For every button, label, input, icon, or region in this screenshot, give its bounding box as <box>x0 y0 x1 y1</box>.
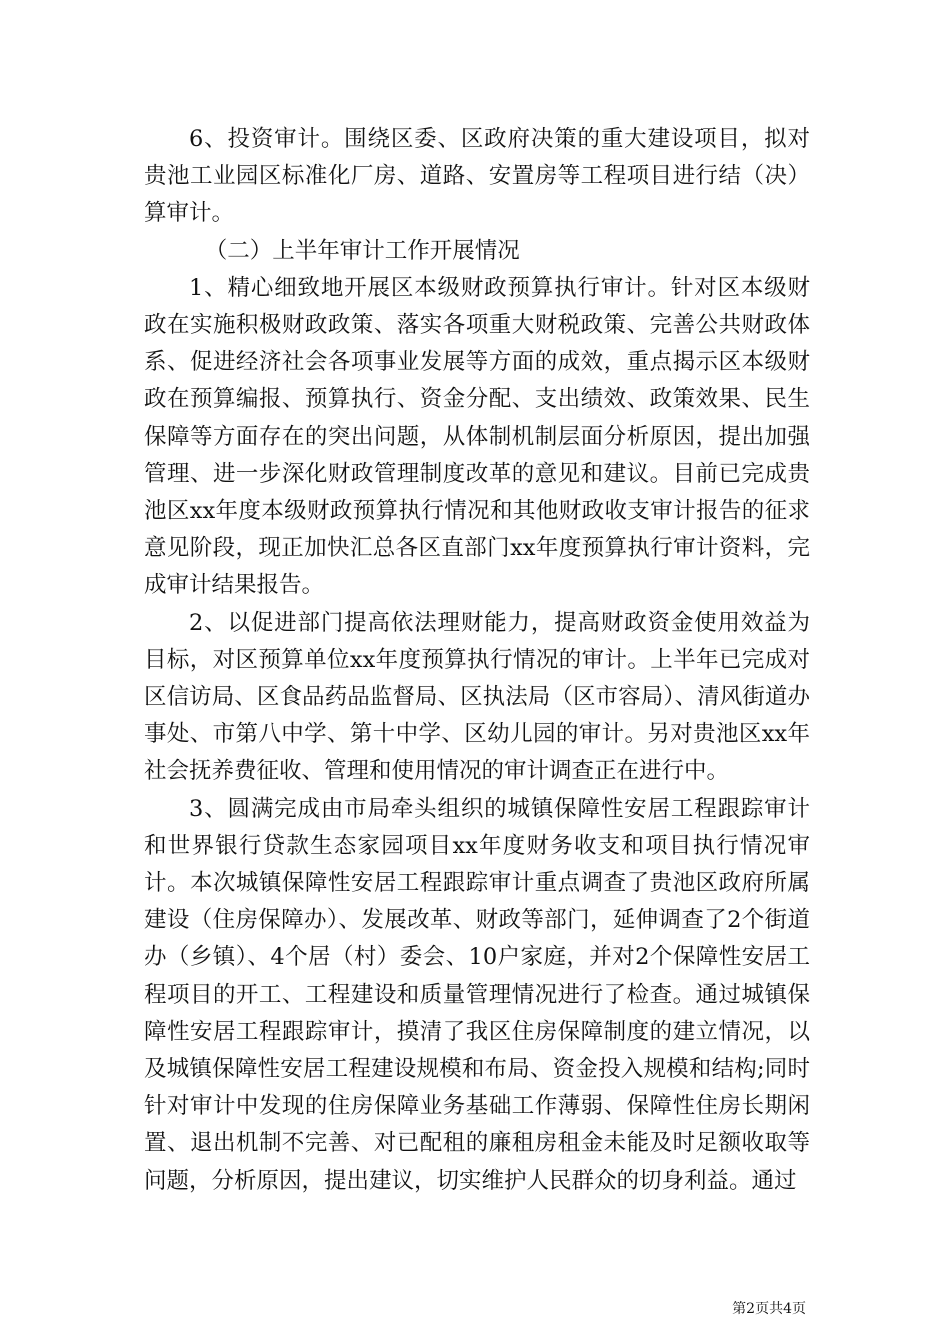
paragraph-budget-execution-audit: 1、精心细致地开展区本级财政预算执行审计。针对区本级财政在实施积极财政政策、落实各项重大财税政策、完善公共财政体系、促进经济社会各项事业发展等方面的成效，重点揭示区本级财政在预算编报、预算执行、资金分配、支出绩效、政策效果、民生保障等方面存在的突出问题，从体制机制层面分析原因，提出加强管理、进一步深化财政管理制度改革的意见和建议。目前已完成贵池区xx年度本级财政预算执行情况和其他财政收支审计报告的征求意见阶段，现正加快汇总各区直部门xx年度预算执行审计资料，完成审计结果报告。 <box>144 274 810 599</box>
section-heading: （二）上半年审计工作开展情况 <box>204 237 520 264</box>
paragraph-housing-project-audit: 3、圆满完成由市局牵头组织的城镇保障性安居工程跟踪审计和世界银行贷款生态家园项目xx年度财务收支和项目执行情况审计。本次城镇保障性安居工程跟踪审计重点调查了贵池区政府所属建设（住房保障办）、发展改革、财政等部门，延伸调查了2个街道办（乡镇）、4个居（村）委会、10户家庭，并对2个保障性安居工程项目的开工、工程建设和质量管理情况进行了检查。通过城镇保障性安居工程跟踪审计，摸清了我区住房保障制度的建立情况，以及城镇保障性安居工程建设规模和布局、资金投入规模和结构;同时针对审计中发现的住房保障业务基础工作薄弱、保障性住房长期闲置、退出机制不完善、对已配租的廉租房租金未能及时足额收取等问题，分析原因，提出建议，切实维护人民群众的切身利益。通过 <box>144 795 810 1194</box>
document-body <box>144 121 810 1200</box>
page-number: 第2页共4页 <box>732 1301 806 1317</box>
paragraph-investment-audit: 6、投资审计。围绕区委、区政府决策的重大建设项目，拟对贵池工业园区标准化厂房、道路、安置房等工程项目进行结（决）算审计。 <box>144 126 810 227</box>
paragraph-department-audit: 2、以促进部门提高依法理财能力，提高财政资金使用效益为目标，对区预算单位xx年度预算执行情况的审计。上半年已完成对区信访局、区食品药品监督局、区执法局（区市容局）、清风街道办事处、市第八中学、第十中学、区幼儿园的审计。另对贵池区xx年社会抚养费征收、管理和使用情况的审计调查正在进行中。 <box>144 609 810 785</box>
